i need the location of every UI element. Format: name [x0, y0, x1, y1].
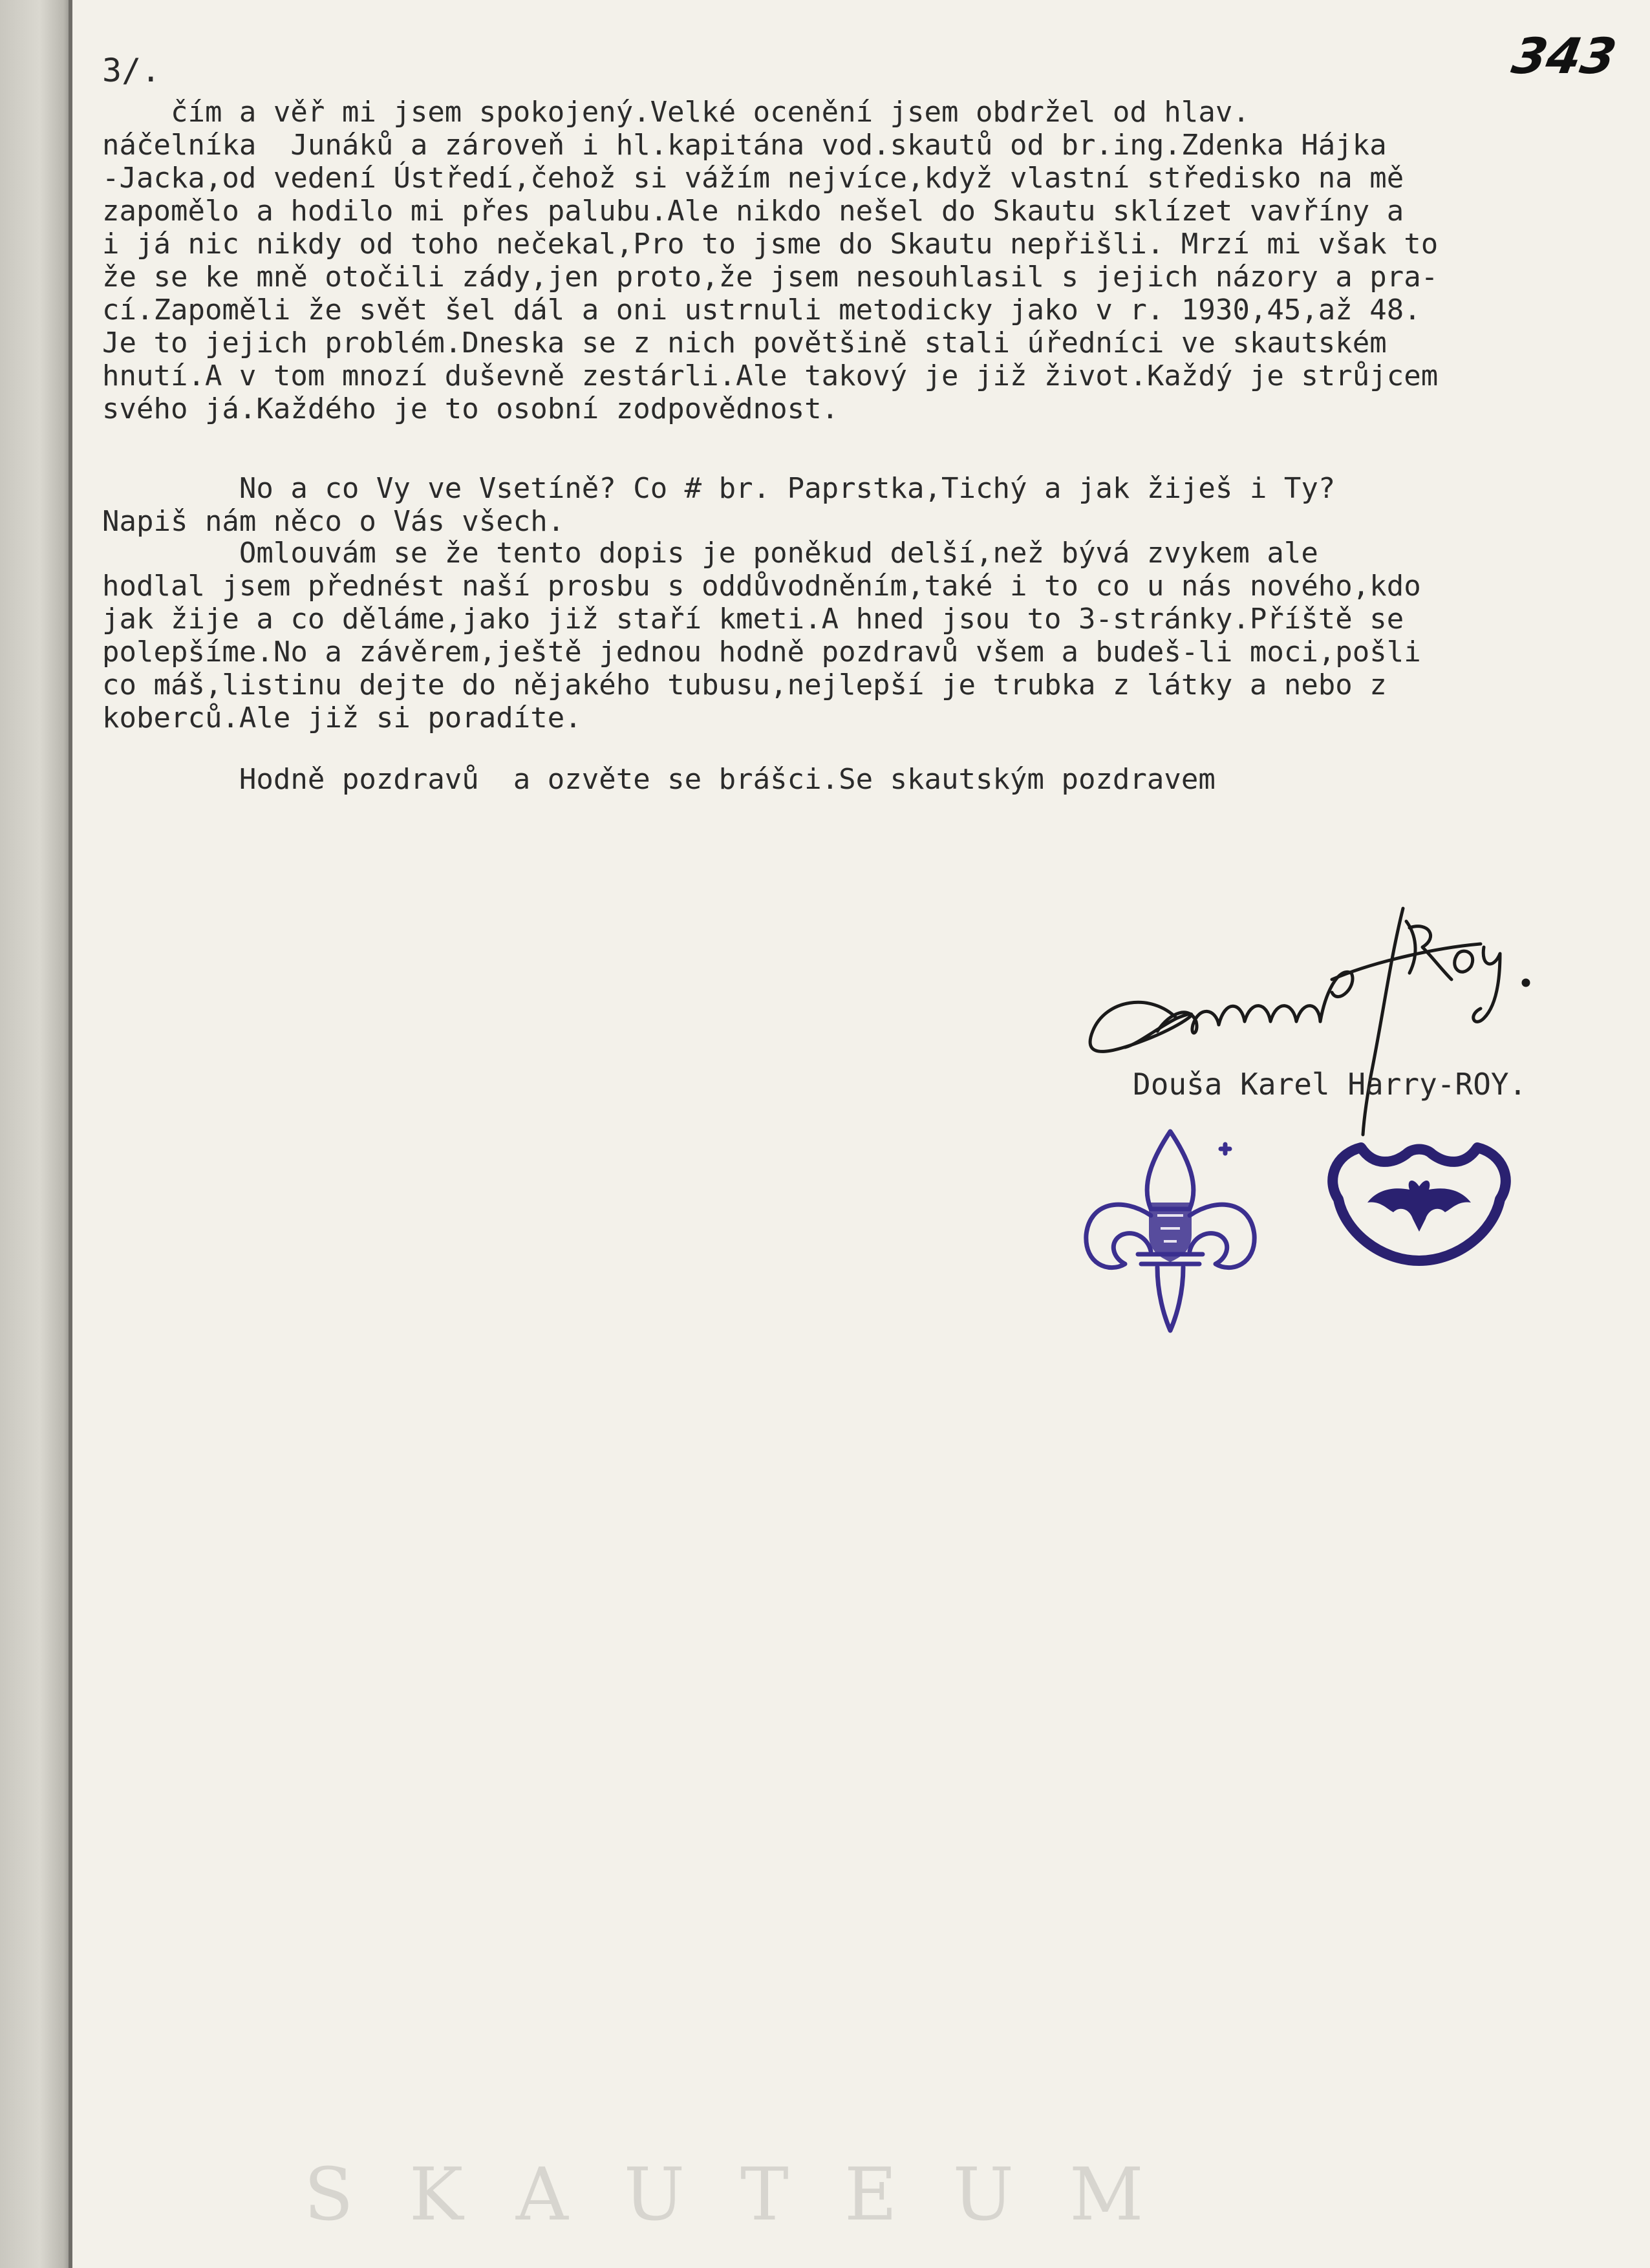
text-line: i já nic nikdy od toho nečekal,Pro to jsme do Skautu nepřišli. Mrzí mi však to — [102, 228, 1439, 261]
paragraph-2 — [102, 472, 1641, 538]
closing-line — [102, 763, 1641, 796]
text-line: polepšíme.No a závěrem,ještě jednou hodně pozdravů všem a budeš-li moci,pošli — [102, 636, 1421, 669]
text-line: svého já.Každého je to osobní zodpovědnost. — [102, 392, 839, 425]
scout-lily-stamp — [1077, 1125, 1264, 1335]
text-line: No a co Vy ve Vsetíně? Co # br. Paprstka,Tichý a jak žiješ i Ty? — [102, 472, 1336, 505]
text-line: Napiš nám něco o Vás všech. — [102, 505, 565, 538]
text-line: Omlouvám se že tento dopis je poněkud delší,než bývá zvykem ale — [102, 537, 1318, 570]
text-line: cí.Zapoměli že svět šel dál a oni ustrnuli metodicky jako v r. 1930,45,až 48. — [102, 294, 1421, 326]
text-line: koberců.Ale již si poradíte. — [102, 701, 582, 734]
paragraph-1 — [102, 96, 1641, 425]
text-line: náčelníka Junáků a zároveň i hl.kapitána vod.skautů od br.ing.Zdenka Hájka — [102, 129, 1387, 162]
page-number: 3/. — [102, 52, 161, 89]
text-line: zapomělo a hodilo mi přes palubu.Ale nikdo nešel do Skautu sklízet vavříny a — [102, 195, 1404, 228]
text-line: jak žije a co děláme,jako již staří kmeti.A hned jsou to 3-stránky.Příště se — [102, 603, 1404, 636]
text-line: Je to jejich problém.Dneska se z nich povětšině stali úředníci ve skautském — [102, 326, 1387, 359]
text-line: -Jacka,od vedení Ústředí,čehož si vážím nejvíce,když vlastní středisko na mě — [102, 162, 1404, 195]
typed-signature-name: Douša Karel Harry-ROY. — [1133, 1067, 1527, 1102]
skauteum-watermark: SKAUTEUM — [304, 2153, 1199, 2237]
bat-emblem-stamp — [1316, 1128, 1523, 1270]
paragraph-3 — [102, 537, 1641, 734]
text-line: Hodně pozdravů a ozvěte se brášci.Se skautským pozdravem — [102, 763, 1216, 796]
text-line: hnutí.A v tom mnozí duševně zestárli.Ale takový je již život.Každý je strůjcem — [102, 359, 1439, 392]
text-line: že se ke mně otočili zády,jen proto,že jsem nesouhlasil s jejich názory a pra- — [102, 261, 1439, 294]
text-line: co máš,listinu dejte do nějakého tubusu,nejlepší je trubka z látky a nebo z — [102, 669, 1387, 701]
folio-number: 343 — [1508, 27, 1621, 85]
scan-binding-edge — [0, 0, 72, 2268]
handwritten-signature — [1080, 883, 1584, 1141]
text-line: čím a věř mi jsem spokojený.Velké ocenění jsem obdržel od hlav. — [102, 96, 1250, 129]
text-line: hodlal jsem přednést naší prosbu s oddůvodněním,také i to co u nás nového,kdo — [102, 570, 1421, 603]
